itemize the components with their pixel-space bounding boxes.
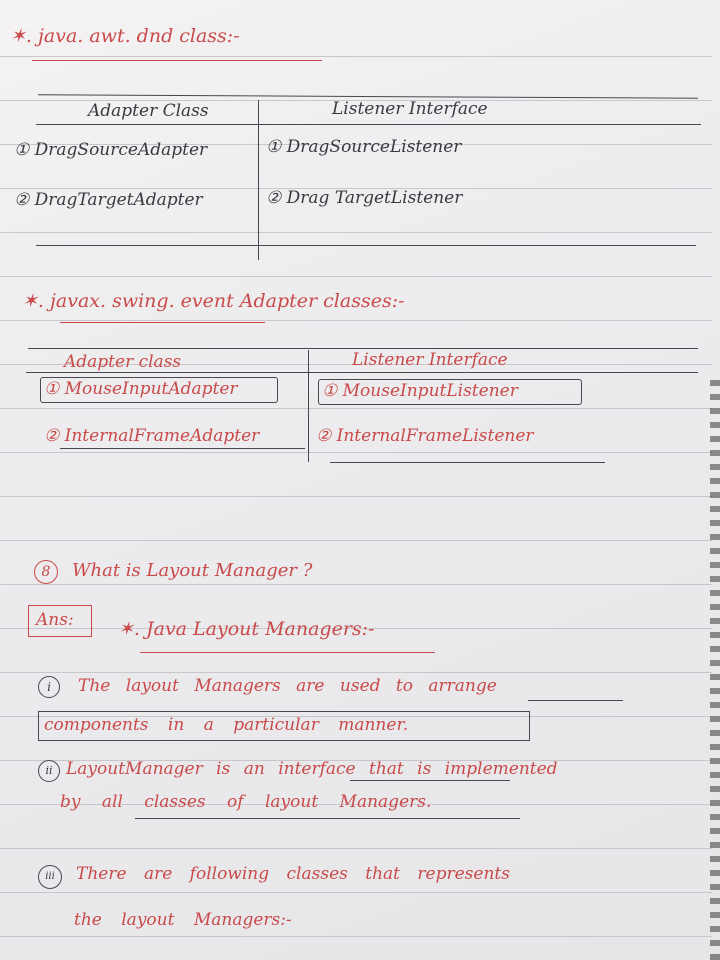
ruled-line [0, 320, 712, 321]
section2-heading: ✶. javax. swing. event Adapter classes:- [22, 290, 405, 312]
point-ii-line1: ii LayoutManager is an interface that is implemented [38, 760, 558, 782]
point-i-line1: i The layout Managers are used to arrange [38, 676, 497, 698]
table2-row2-adapter: ② InternalFrameAdapter [44, 426, 260, 446]
table2-header-adapter: Adapter class [64, 352, 182, 372]
table2-header-rule [26, 372, 698, 373]
point-ii-line2-underline [135, 818, 520, 819]
question-line [34, 560, 312, 584]
point-ii-line2: by all classes of layout Managers. [60, 792, 432, 812]
table2-bottom-rule [330, 462, 605, 463]
section2-heading-underline [60, 322, 265, 323]
spiral-binding [710, 380, 720, 960]
point-iii-line2: the layout Managers:- [74, 910, 292, 930]
table2-top-rule [28, 348, 698, 349]
section1-heading: ✶. java. awt. dnd class:- [10, 25, 240, 47]
question-text: What is Layout Manager ? [72, 560, 313, 581]
ruled-line [0, 892, 712, 893]
question-number: 8 [34, 560, 58, 584]
table2-row1-listener: ① MouseInputListener [322, 381, 518, 401]
arrange-underline [528, 700, 623, 701]
table1-header-adapter: Adapter Class [88, 101, 209, 121]
ruled-line [0, 452, 712, 453]
interface-underline [350, 780, 510, 781]
table2-header-listener: Listener Interface [352, 350, 508, 370]
answer-heading: ✶. Java Layout Managers:- [118, 618, 375, 640]
ruled-line [0, 936, 712, 937]
point-i-line2: components in a particular manner. [44, 715, 409, 735]
ruled-line [0, 540, 712, 541]
section1-heading-underline [32, 60, 322, 61]
point-ii-number: ii [38, 760, 60, 782]
table1-row1-adapter: ① DragSourceAdapter [14, 140, 208, 160]
table1-divider [258, 100, 259, 260]
table2-row1-adapter: ① MouseInputAdapter [44, 379, 238, 399]
ruled-line [0, 584, 712, 585]
point-iii-number: iii [38, 865, 62, 889]
table1-row2-adapter: ② DragTargetAdapter [14, 190, 203, 210]
ruled-line [0, 848, 712, 849]
answer-label: Ans: [36, 610, 74, 630]
table1-row2-listener: ② Drag TargetListener [266, 188, 463, 208]
table1-row1-listener: ① DragSourceListener [266, 137, 462, 157]
point-iii-line1: iii There are following classes that represents [38, 865, 510, 889]
answer-heading-underline [140, 652, 435, 653]
table2-row2-adapter-underline [60, 448, 305, 449]
ruled-line [0, 496, 712, 497]
point-i-number: i [38, 676, 60, 698]
ruled-line [0, 672, 712, 673]
table1-header-listener: Listener Interface [332, 99, 488, 119]
table2-row2-listener: ② InternalFrameListener [316, 426, 534, 446]
table1-bottom-rule [36, 245, 696, 246]
table2-divider [308, 350, 309, 462]
ruled-line [0, 276, 712, 277]
table1-header-rule [36, 124, 701, 125]
ruled-line [0, 232, 712, 233]
ruled-line [0, 408, 712, 409]
ruled-line [0, 56, 712, 57]
